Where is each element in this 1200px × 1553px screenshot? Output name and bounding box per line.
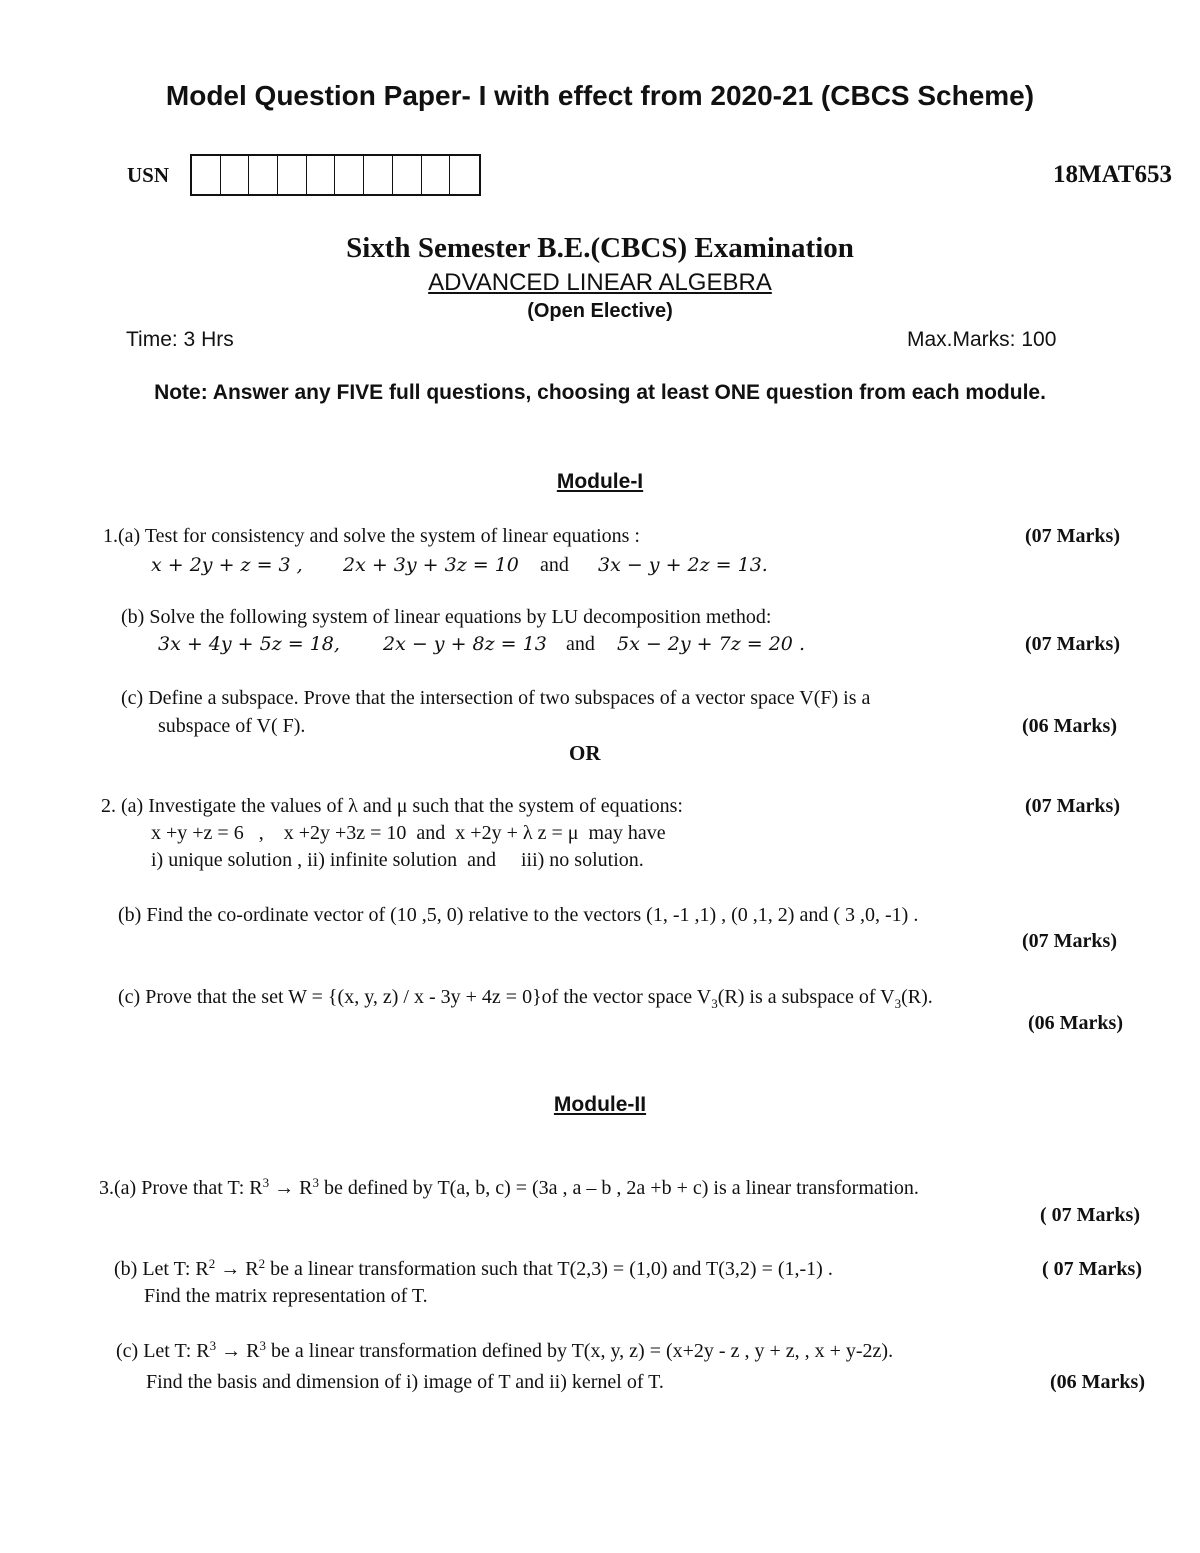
usn-box[interactable]	[307, 156, 336, 194]
question-3b-text: (b) Let T: $R^2 \to R^2$ be a linear transformation such that T(2,3) = (1,0) and T(3,2) = (1,-1) .	[114, 1256, 833, 1280]
usn-box[interactable]	[221, 156, 250, 194]
usn-box[interactable]	[450, 156, 479, 194]
question-1c-line2: subspace of V( F).	[158, 715, 306, 737]
question-1a-text: 1.(a) Test for consistency and solve the system of linear equations :	[103, 525, 640, 547]
question-2c-marks: (06 Marks)	[1028, 1012, 1123, 1034]
question-1a-eq1: x + 2y + z = 3 ,	[151, 554, 303, 576]
usn-box[interactable]	[192, 156, 221, 194]
question-2b-line1: (b) Find the co-ordinate vector of (10 ,5, 0) relative to the vectors (1, -1 ,1) , (0 ,1, 2) and ( 3 ,0, -1) .	[118, 904, 919, 926]
question-3c-line2: Find the basis and dimension of i) image of T and ii) kernel of T.	[146, 1371, 664, 1393]
question-3c-marks: (06 Marks)	[1050, 1371, 1145, 1393]
question-2a-line1: 2. (a) Investigate the values of λ and μ such that the system of equations:	[101, 795, 683, 817]
elective-label: (Open Elective)	[527, 300, 673, 322]
question-1b-marks: (07 Marks)	[1025, 633, 1120, 655]
question-3c-text: (c) Let T: $R^3 \to R^3$ be a linear transformation defined by T(x, y, z) = (x+2y - z , y + z, , x + y-2z).	[116, 1338, 894, 1362]
question-3a-text: 3.(a) Prove that T: $R^3 \to R^3$ be defined by T(a, b, c) = (3a , a – b , 2a +b + c) is a linear transformation.	[99, 1175, 919, 1199]
usn-box[interactable]	[278, 156, 307, 194]
question-3b-marks: ( 07 Marks)	[1042, 1258, 1142, 1280]
exam-title: Sixth Semester B.E.(CBCS) Examination	[346, 232, 854, 264]
question-3b-line2: Find the matrix representation of T.	[144, 1285, 428, 1307]
usn-label: USN	[127, 163, 170, 187]
usn-box[interactable]	[249, 156, 278, 194]
question-1c-marks: (06 Marks)	[1022, 715, 1117, 737]
question-2a-marks: (07 Marks)	[1025, 795, 1120, 817]
question-1a-marks: (07 Marks)	[1025, 525, 1120, 547]
question-1a-eq2: 2x + 3y + 3z = 10	[343, 554, 519, 576]
usn-input-boxes[interactable]	[190, 154, 481, 196]
question-2a-line3: i) unique solution , ii) infinite solution and iii) no solution.	[151, 849, 644, 871]
usn-box[interactable]	[393, 156, 422, 194]
question-2c-text: (c) Prove that the set W = {(x, y, z) / x - 3y + 4z = 0}of the vector space $V_3(R)$ is a subspace of $V_3(R)$.	[118, 986, 933, 1011]
question-2a-line2: x +y +z = 6 , x +2y +3z = 10 and x +2y + λ z = μ may have	[151, 822, 666, 844]
question-2b-marks: (07 Marks)	[1022, 930, 1117, 952]
question-1a-eq3: 3x − y + 2z = 13.	[598, 554, 768, 576]
question-1c-line1: (c) Define a subspace. Prove that the intersection of two subspaces of a vector space V(F) is a	[121, 687, 871, 709]
question-1b-eq1: 3x + 4y + 5z = 18,	[158, 633, 340, 655]
question-1b-text: (b) Solve the following system of linear equations by LU decomposition method:	[121, 606, 772, 628]
question-1b-eq2: 2x − y + 8z = 13	[383, 633, 547, 655]
usn-box[interactable]	[335, 156, 364, 194]
subject-title: ADVANCED LINEAR ALGEBRA	[428, 269, 772, 296]
question-1b-and: and	[566, 633, 595, 655]
instructions-note: Note: Answer any FIVE full questions, choosing at least ONE question from each module.	[154, 381, 1046, 404]
module-heading: Module-I	[556, 470, 644, 493]
usn-box[interactable]	[364, 156, 393, 194]
or-divider: OR	[569, 741, 601, 765]
module-heading: Module-II	[553, 1093, 647, 1116]
paper-title: Model Question Paper- I with effect from 2020-21 (CBCS Scheme)	[165, 80, 1035, 111]
time-label: Time: 3 Hrs	[126, 328, 234, 351]
question-1b-eq3: 5x − 2y + 7z = 20 .	[617, 633, 805, 655]
question-3a-marks: ( 07 Marks)	[1040, 1204, 1140, 1226]
question-1a-and: and	[540, 554, 569, 576]
max-marks-label: Max.Marks: 100	[907, 328, 1057, 351]
course-code: 18MAT653	[1053, 161, 1172, 188]
usn-box[interactable]	[422, 156, 451, 194]
